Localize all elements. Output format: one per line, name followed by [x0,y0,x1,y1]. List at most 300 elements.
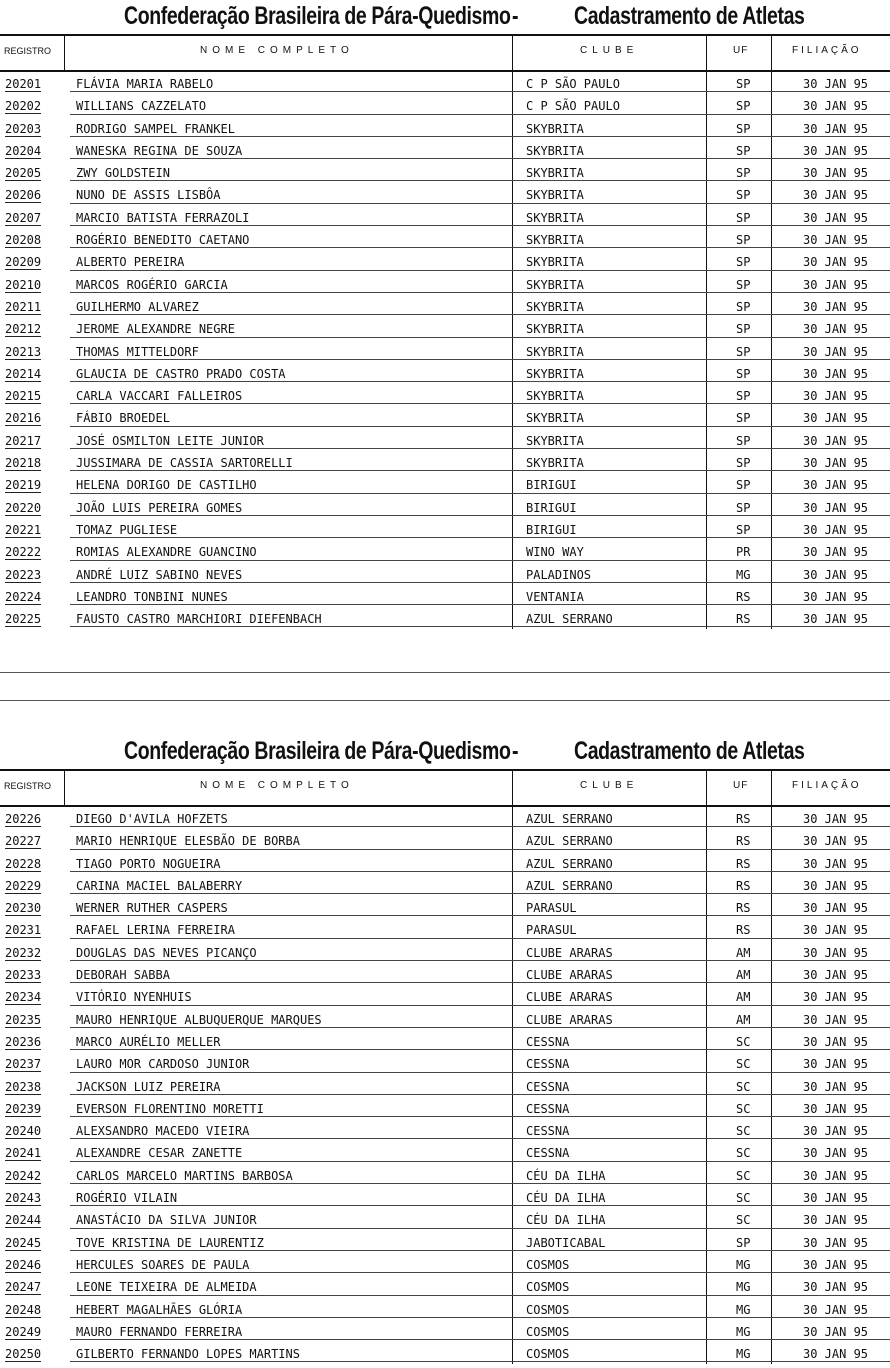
filiacao-cell: 30 JAN 95 [803,299,869,314]
uf-cell: SP [736,344,751,359]
registro-cell: 20229 [5,878,42,893]
uf-cell: RS [736,878,751,893]
table-row [0,805,890,827]
uf-cell: SC [736,1124,751,1139]
nome-cell: FÁBIO BROEDEL [76,411,170,426]
registro-cell: 20241 [5,1146,42,1161]
uf-cell: SP [736,277,751,292]
filiacao-cell: 30 JAN 95 [803,1280,869,1295]
nome-cell: ANASTÁCIO DA SILVA JUNIOR [76,1213,257,1228]
filiacao-cell: 30 JAN 95 [803,210,869,225]
filiacao-cell: 30 JAN 95 [803,612,869,627]
registro-cell: 20246 [5,1257,42,1272]
uf-cell: SP [736,166,751,181]
clube-cell: CLUBE ARARAS [526,1012,613,1027]
registro-cell: 20225 [5,612,42,627]
uf-cell: SP [736,411,751,426]
clube-cell: JABOTICABAL [526,1235,606,1250]
table-body [0,70,890,627]
col-clube: CLUBE [580,780,639,791]
table-header [0,34,890,72]
clube-cell: SKYBRITA [526,433,584,448]
clube-cell: CLUBE ARARAS [526,968,613,983]
uf-cell: SC [736,1034,751,1049]
nome-cell: MARIO HENRIQUE ELESBÃO DE BORBA [76,834,300,849]
table-row [0,1073,890,1095]
filiacao-cell: 30 JAN 95 [803,812,869,826]
nome-cell: CARLOS MARCELO MARTINS BARBOSA [76,1168,293,1183]
registro-cell: 20201 [5,77,42,91]
filiacao-cell: 30 JAN 95 [803,143,869,158]
nome-cell: JACKSON LUIZ PEREIRA [76,1079,221,1094]
filiacao-cell: 30 JAN 95 [803,1034,869,1049]
table-row [0,850,890,872]
filiacao-cell: 30 JAN 95 [803,1079,869,1094]
table-row [0,293,890,315]
registro-cell: 20216 [5,411,42,426]
filiacao-cell: 30 JAN 95 [803,945,869,960]
title-dash: - [512,737,519,765]
uf-cell: SP [736,233,751,248]
filiacao-cell: 30 JAN 95 [803,968,869,983]
table-row [0,382,890,404]
clube-cell: CESSNA [526,1079,570,1094]
uf-cell: RS [736,589,751,604]
nome-cell: DEBORAH SABBA [76,968,170,983]
title-dash: - [512,2,519,30]
registro-cell: 20204 [5,143,42,158]
table-row [0,494,890,516]
clube-cell: CESSNA [526,1101,570,1116]
filiacao-cell: 30 JAN 95 [803,255,869,270]
filiacao-cell: 30 JAN 95 [803,1146,869,1161]
clube-cell: SKYBRITA [526,143,584,158]
uf-cell: SC [736,1101,751,1116]
filiacao-cell: 30 JAN 95 [803,1057,869,1072]
uf-cell: SC [736,1213,751,1228]
uf-cell: SP [736,522,751,537]
nome-cell: VITÓRIO NYENHUIS [76,990,192,1005]
nome-cell: RODRIGO SAMPEL FRANKEL [76,121,235,136]
divider [64,34,65,70]
table-row [0,1206,890,1228]
clube-cell: PALADINOS [526,567,592,582]
uf-cell: SP [736,299,751,314]
clube-cell: SKYBRITA [526,255,584,270]
nome-cell: ALBERTO PEREIRA [76,255,185,270]
page-separator [0,700,890,701]
table-row [0,449,890,471]
registro-cell: 20221 [5,522,42,537]
clube-cell: CLUBE ARARAS [526,990,613,1005]
uf-cell: RS [736,812,751,826]
clube-cell: CESSNA [526,1034,570,1049]
table-row [0,1095,890,1117]
registro-cell: 20212 [5,322,42,337]
nome-cell: ROMIAS ALEXANDRE GUANCINO [76,545,257,560]
clube-cell: SKYBRITA [526,121,584,136]
filiacao-cell: 30 JAN 95 [803,1191,869,1206]
registro-cell: 20210 [5,277,42,292]
clube-cell: COSMOS [526,1324,570,1339]
filiacao-cell: 30 JAN 95 [803,1324,869,1339]
filiacao-cell: 30 JAN 95 [803,522,869,537]
uf-cell: RS [736,834,751,849]
nome-cell: HERCULES SOARES DE PAULA [76,1257,250,1272]
clube-cell: PARASUL [526,923,577,938]
uf-cell: RS [736,856,751,871]
registro-cell: 20227 [5,834,42,849]
divider [64,769,65,805]
registro-cell: 20206 [5,188,42,203]
registro-cell: 20218 [5,456,42,471]
registro-cell: 20248 [5,1302,42,1317]
filiacao-cell: 30 JAN 95 [803,1012,869,1027]
table-row [0,404,890,426]
filiacao-cell: 30 JAN 95 [803,121,869,136]
uf-cell: SP [736,255,751,270]
filiacao-cell: 30 JAN 95 [803,277,869,292]
uf-cell: SP [736,121,751,136]
clube-cell: SKYBRITA [526,344,584,359]
uf-cell: AM [736,1012,751,1027]
filiacao-cell: 30 JAN 95 [803,456,869,471]
filiacao-cell: 30 JAN 95 [803,433,869,448]
col-uf: UF [733,45,749,56]
table-row [0,1006,890,1028]
registro-cell: 20247 [5,1280,42,1295]
registro-cell: 20234 [5,990,42,1005]
uf-cell: PR [736,545,751,560]
nome-cell: FAUSTO CASTRO MARCHIORI DIEFENBACH [76,612,322,627]
registro-cell: 20250 [5,1347,42,1362]
uf-cell: SC [736,1079,751,1094]
nome-cell: WILLIANS CAZZELATO [76,99,207,114]
table-row [0,137,890,159]
clube-cell: BIRIGUI [526,500,577,515]
filiacao-cell: 30 JAN 95 [803,1168,869,1183]
filiacao-cell: 30 JAN 95 [803,1124,869,1139]
registro-cell: 20202 [5,99,42,114]
clube-cell: SKYBRITA [526,233,584,248]
table-body [0,805,890,1362]
col-nome: NOME COMPLETO [200,780,354,791]
col-uf: UF [733,780,749,791]
title-org: Confederação Brasileira de Pára-Quedismo [124,737,511,765]
clube-cell: COSMOS [526,1302,570,1317]
uf-cell: SP [736,210,751,225]
registro-cell: 20240 [5,1124,42,1139]
table-row [0,561,890,583]
uf-cell: SP [736,143,751,158]
filiacao-cell: 30 JAN 95 [803,233,869,248]
sheet-title [0,0,890,34]
table-row [0,827,890,849]
clube-cell: SKYBRITA [526,299,584,314]
filiacao-cell: 30 JAN 95 [803,990,869,1005]
nome-cell: WERNER RUTHER CASPERS [76,901,228,916]
title-doc: Cadastramento de Atletas [574,737,805,765]
table-row [0,92,890,114]
uf-cell: RS [736,901,751,916]
table-row [0,1162,890,1184]
registro-cell: 20209 [5,255,42,270]
registro-cell: 20211 [5,299,42,314]
clube-cell: AZUL SERRANO [526,878,613,893]
filiacao-cell: 30 JAN 95 [803,344,869,359]
filiacao-cell: 30 JAN 95 [803,923,869,938]
table-row [0,115,890,137]
filiacao-cell: 30 JAN 95 [803,589,869,604]
filiacao-cell: 30 JAN 95 [803,901,869,916]
clube-cell: AZUL SERRANO [526,812,613,826]
filiacao-cell: 30 JAN 95 [803,77,869,91]
uf-cell: MG [736,1257,751,1272]
nome-cell: GUILHERMO ALVAREZ [76,299,199,314]
nome-cell: LEANDRO TONBINI NUNES [76,589,228,604]
table-row [0,204,890,226]
filiacao-cell: 30 JAN 95 [803,322,869,337]
clube-cell: SKYBRITA [526,322,584,337]
table-row [0,961,890,983]
table-row [0,1184,890,1206]
registro-cell: 20243 [5,1191,42,1206]
registro-cell: 20249 [5,1324,42,1339]
filiacao-cell: 30 JAN 95 [803,1347,869,1362]
nome-cell: JOÃO LUIS PEREIRA GOMES [76,500,243,515]
nome-cell: JUSSIMARA DE CASSIA SARTORELLI [76,456,293,471]
table-row [0,181,890,203]
registro-cell: 20245 [5,1235,42,1250]
row-rule [70,1361,890,1362]
registro-cell: 20236 [5,1034,42,1049]
table-header [0,769,890,807]
table-row [0,939,890,961]
table-row [0,159,890,181]
table-row [0,248,890,270]
uf-cell: SP [736,1235,751,1250]
page-separator [0,672,890,673]
table-row [0,315,890,337]
table-row [0,360,890,382]
sheet-title [0,735,890,769]
table-row [0,983,890,1005]
nome-cell: ALEXANDRE CESAR ZANETTE [76,1146,243,1161]
title-doc: Cadastramento de Atletas [574,2,805,30]
nome-cell: ANDRÉ LUIZ SABINO NEVES [76,567,243,582]
clube-cell: CESSNA [526,1146,570,1161]
filiacao-cell: 30 JAN 95 [803,366,869,381]
registro-cell: 20231 [5,923,42,938]
registro-cell: 20238 [5,1079,42,1094]
nome-cell: MARCIO BATISTA FERRAZOLI [76,210,250,225]
nome-cell: MARCO AURÉLIO MELLER [76,1034,221,1049]
registro-cell: 20230 [5,901,42,916]
table-row [0,1229,890,1251]
uf-cell: MG [736,1302,751,1317]
nome-cell: HELENA DORIGO DE CASTILHO [76,478,257,493]
table-row [0,271,890,293]
clube-cell: SKYBRITA [526,188,584,203]
nome-cell: JEROME ALEXANDRE NEGRE [76,322,235,337]
registro-cell: 20220 [5,500,42,515]
uf-cell: SP [736,366,751,381]
registro-cell: 20208 [5,233,42,248]
clube-cell: COSMOS [526,1347,570,1362]
filiacao-cell: 30 JAN 95 [803,1235,869,1250]
col-registro: REGISTRO [4,781,52,791]
filiacao-cell: 30 JAN 95 [803,878,869,893]
nome-cell: GLAUCIA DE CASTRO PRADO COSTA [76,366,286,381]
clube-cell: CLUBE ARARAS [526,945,613,960]
table-row [0,516,890,538]
uf-cell: AM [736,968,751,983]
registro-cell: 20207 [5,210,42,225]
clube-cell: SKYBRITA [526,277,584,292]
clube-cell: VENTANIA [526,589,584,604]
clube-cell: CESSNA [526,1124,570,1139]
registro-cell: 20239 [5,1101,42,1116]
uf-cell: SP [736,99,751,114]
registro-cell: 20223 [5,567,42,582]
registro-cell: 20219 [5,478,42,493]
nome-cell: RAFAEL LERINA FERREIRA [76,923,235,938]
clube-cell: SKYBRITA [526,366,584,381]
col-filiacao: FILIAÇÃO [792,780,862,791]
nome-cell: DIEGO D'AVILA HOFZETS [76,812,228,826]
nome-cell: TOMAZ PUGLIESE [76,522,178,537]
registro-cell: 20237 [5,1057,42,1072]
clube-cell: BIRIGUI [526,478,577,493]
clube-cell: COSMOS [526,1257,570,1272]
uf-cell: SP [736,456,751,471]
nome-cell: TIAGO PORTO NOGUEIRA [76,856,221,871]
nome-cell: JOSÉ OSMILTON LEITE JUNIOR [76,433,264,448]
uf-cell: AM [736,990,751,1005]
table-row [0,1139,890,1161]
table-row [0,471,890,493]
table-row [0,1318,890,1340]
registro-cell: 20205 [5,166,42,181]
clube-cell: CÉU DA ILHA [526,1191,606,1206]
table-row [0,1028,890,1050]
clube-cell: CÉU DA ILHA [526,1213,606,1228]
uf-cell: MG [736,1280,751,1295]
table-row [0,1117,890,1139]
nome-cell: LAURO MOR CARDOSO JUNIOR [76,1057,250,1072]
filiacao-cell: 30 JAN 95 [803,1302,869,1317]
clube-cell: PARASUL [526,901,577,916]
table-row [0,872,890,894]
col-nome: NOME COMPLETO [200,45,354,56]
table-row [0,1273,890,1295]
filiacao-cell: 30 JAN 95 [803,99,869,114]
registro-cell: 20213 [5,344,42,359]
uf-cell: SP [736,433,751,448]
clube-cell: C P SÃO PAULO [526,77,620,91]
clube-cell: BIRIGUI [526,522,577,537]
nome-cell: MARCOS ROGÉRIO GARCIA [76,277,228,292]
table-row [0,1050,890,1072]
uf-cell: SP [736,500,751,515]
uf-cell: MG [736,567,751,582]
registro-cell: 20224 [5,589,42,604]
uf-cell: SP [736,188,751,203]
nome-cell: CARINA MACIEL BALABERRY [76,878,243,893]
registro-cell: 20242 [5,1168,42,1183]
clube-cell: SKYBRITA [526,389,584,404]
nome-cell: ALEXSANDRO MACEDO VIEIRA [76,1124,250,1139]
clube-cell: AZUL SERRANO [526,612,613,627]
table-row [0,226,890,248]
clube-cell: SKYBRITA [526,210,584,225]
col-clube: CLUBE [580,45,639,56]
uf-cell: SC [736,1191,751,1206]
table-row [0,583,890,605]
nome-cell: THOMAS MITTELDORF [76,344,199,359]
table-row [0,70,890,92]
registro-cell: 20203 [5,121,42,136]
registro-cell: 20235 [5,1012,42,1027]
table-row [0,427,890,449]
clube-cell: SKYBRITA [526,456,584,471]
nome-cell: GILBERTO FERNANDO LOPES MARTINS [76,1347,300,1362]
table-row [0,538,890,560]
table-row [0,1296,890,1318]
clube-cell: COSMOS [526,1280,570,1295]
registro-cell: 20233 [5,968,42,983]
clube-cell: SKYBRITA [526,411,584,426]
col-registro: REGISTRO [4,46,52,56]
registro-cell: 20215 [5,389,42,404]
registro-cell: 20217 [5,433,42,448]
uf-cell: SP [736,322,751,337]
nome-cell: FLÁVIA MARIA RABELO [76,77,214,91]
nome-cell: MAURO FERNANDO FERREIRA [76,1324,243,1339]
nome-cell: ROGÉRIO BENEDITO CAETANO [76,233,250,248]
row-rule [70,626,890,627]
filiacao-cell: 30 JAN 95 [803,834,869,849]
nome-cell: NUNO DE ASSIS LISBÔA [76,188,221,203]
clube-cell: C P SÃO PAULO [526,99,620,114]
uf-cell: SP [736,389,751,404]
uf-cell: SP [736,77,751,91]
nome-cell: EVERSON FLORENTINO MORETTI [76,1101,264,1116]
filiacao-cell: 30 JAN 95 [803,1213,869,1228]
filiacao-cell: 30 JAN 95 [803,478,869,493]
nome-cell: LEONE TEIXEIRA DE ALMEIDA [76,1280,257,1295]
uf-cell: MG [736,1324,751,1339]
table-row [0,1340,890,1362]
uf-cell: AM [736,945,751,960]
nome-cell: CARLA VACCARI FALLEIROS [76,389,243,404]
registro-cell: 20232 [5,945,42,960]
filiacao-cell: 30 JAN 95 [803,411,869,426]
nome-cell: HEBERT MAGALHÃES GLÓRIA [76,1302,243,1317]
table-row [0,605,890,627]
registro-cell: 20214 [5,366,42,381]
clube-cell: SKYBRITA [526,166,584,181]
nome-cell: MAURO HENRIQUE ALBUQUERQUE MARQUES [76,1012,322,1027]
clube-cell: AZUL SERRANO [526,834,613,849]
filiacao-cell: 30 JAN 95 [803,1101,869,1116]
col-filiacao: FILIAÇÃO [792,45,862,56]
uf-cell: SC [736,1146,751,1161]
title-org: Confederação Brasileira de Pára-Quedismo [124,2,511,30]
filiacao-cell: 30 JAN 95 [803,500,869,515]
uf-cell: RS [736,923,751,938]
registro-cell: 20226 [5,812,42,826]
